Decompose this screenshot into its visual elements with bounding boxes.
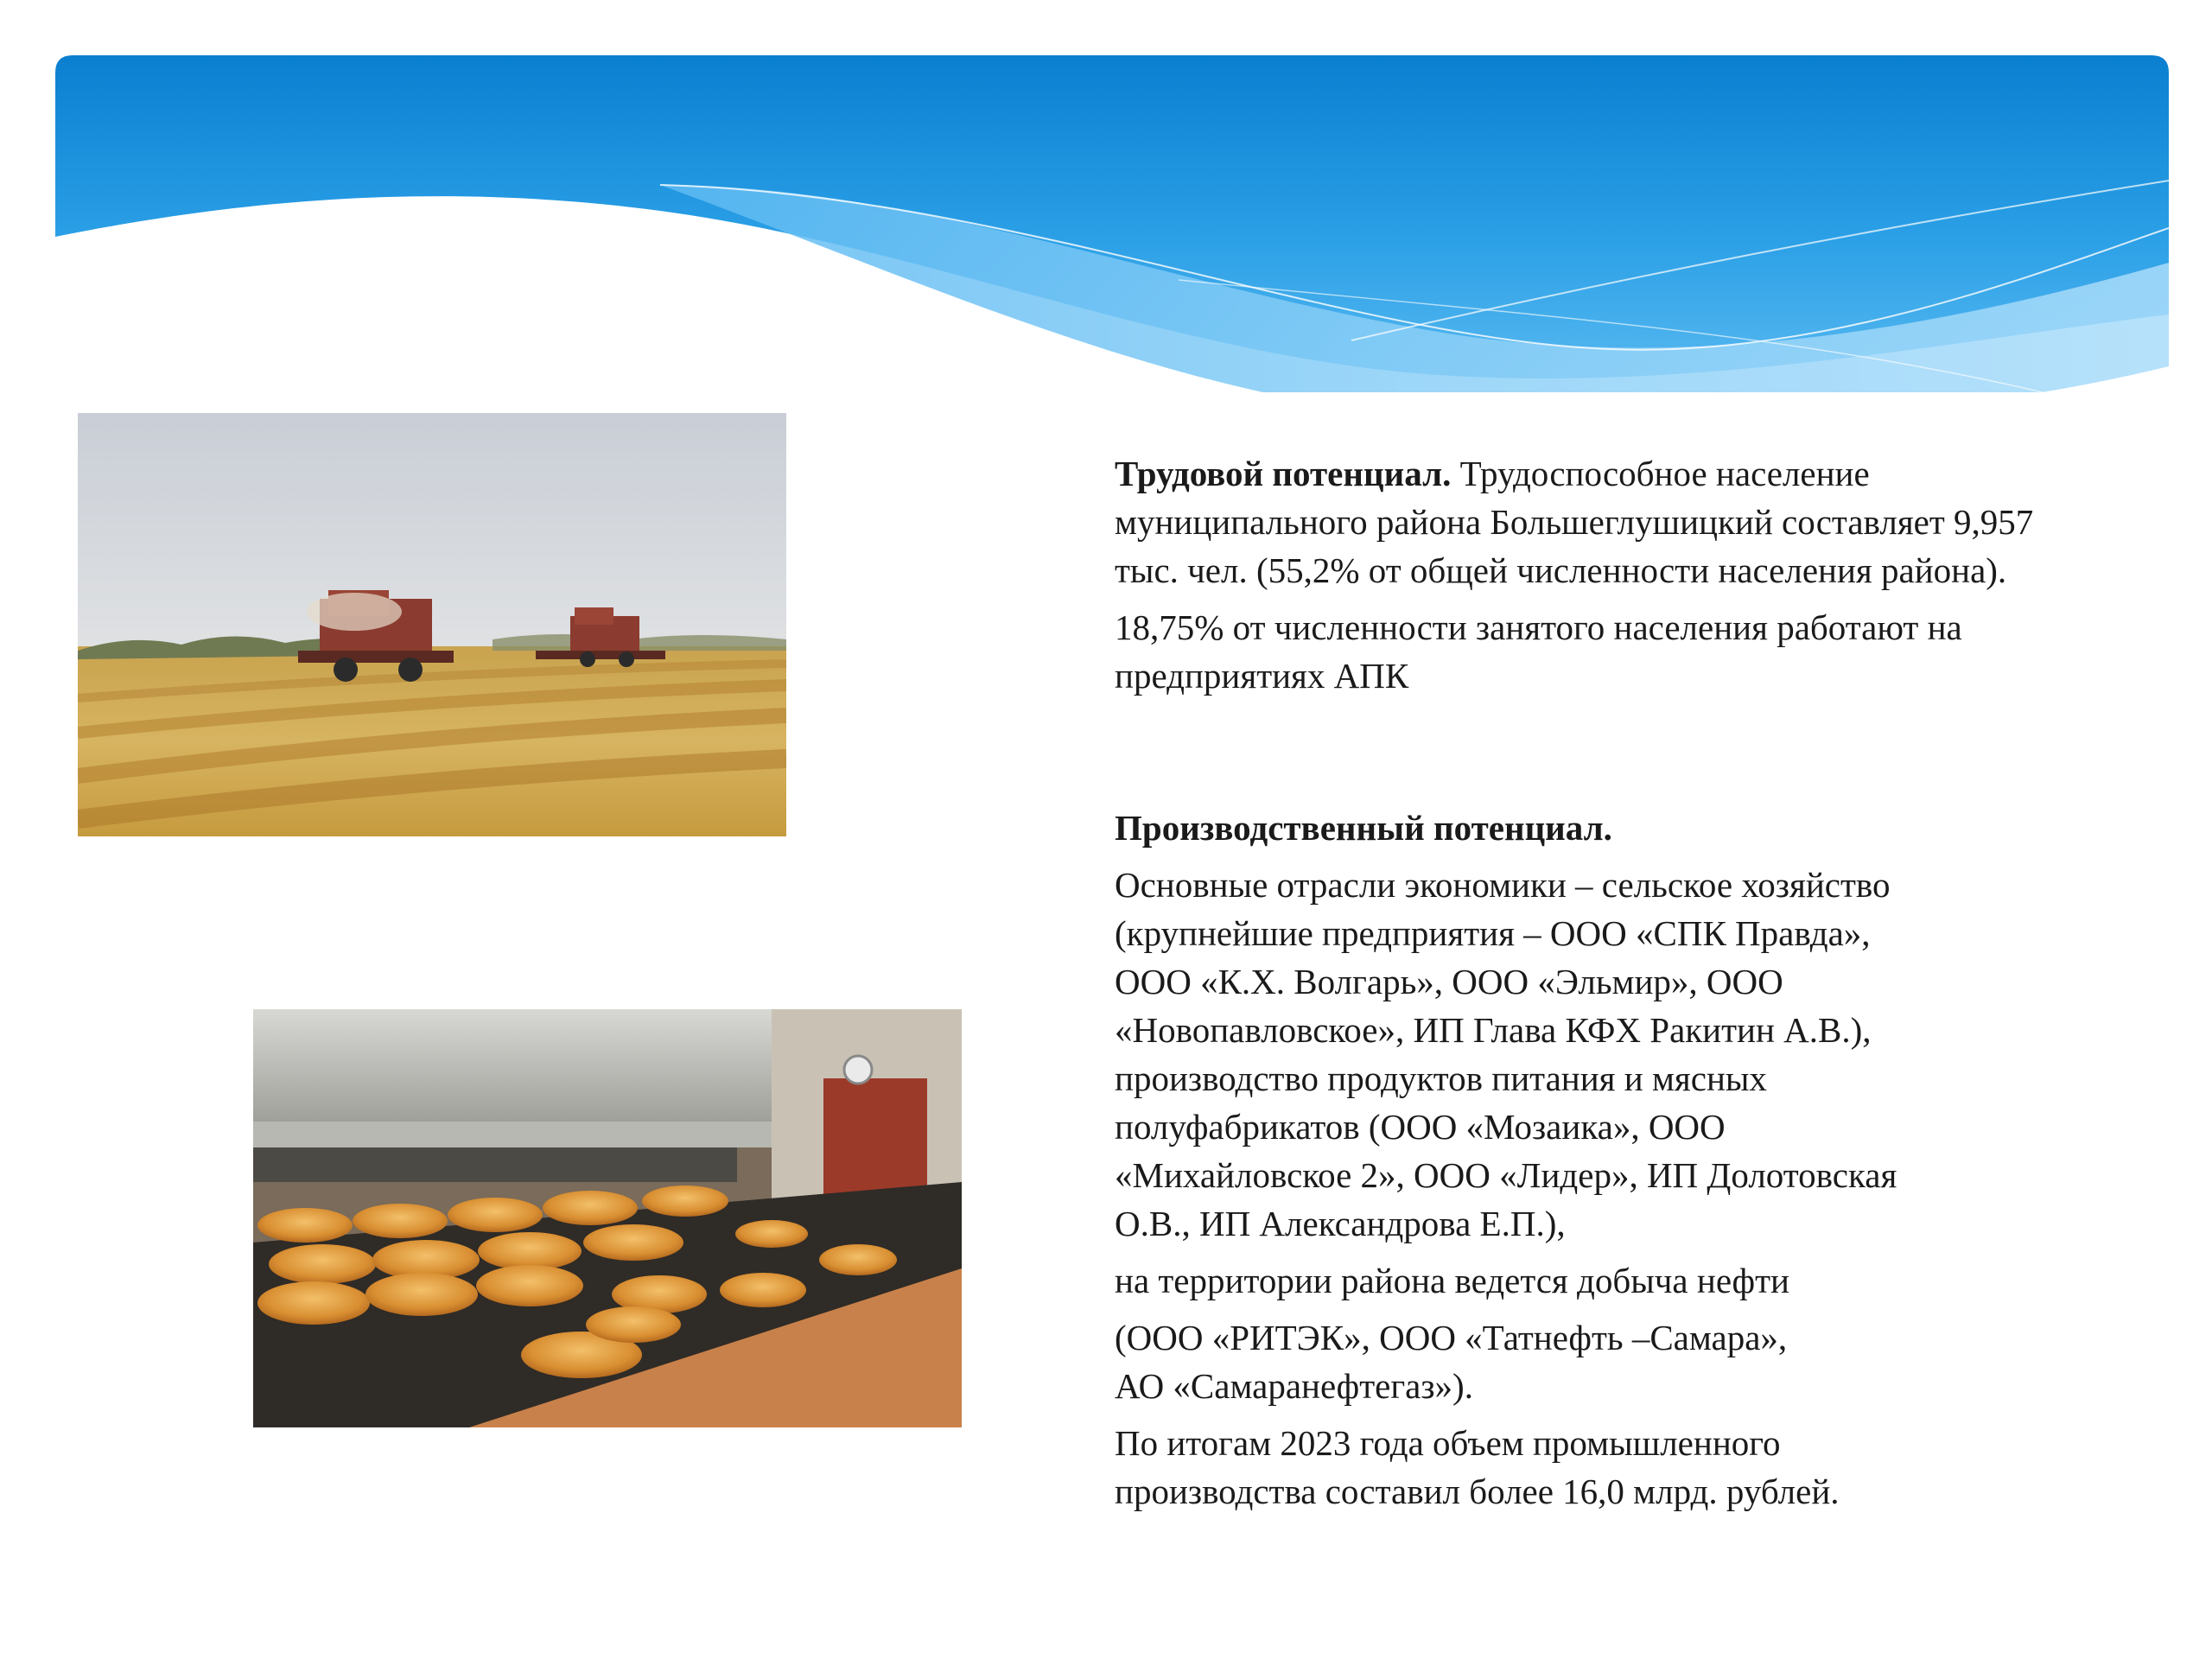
oil-companies-line: (ООО «РИТЭК», ООО «Татнефть –Самара»,	[1115, 1318, 1788, 1357]
harvest-field-photo	[78, 413, 786, 836]
industrial-output-line: По итогам 2023 года объем промышленного	[1115, 1423, 1781, 1463]
labor-heading: Трудовой потенциал.	[1115, 454, 1452, 493]
labor-text: Трудоспособное население муниципального района Большеглушицкий составляет 9,957 тыс. чел. (55,2% от общей численности населения района).	[1115, 454, 2034, 590]
production-line: (крупнейшие предприятия – ООО «СПК Правда»,	[1115, 913, 1871, 953]
production-line: Основные отрасли экономики – сельское хозяйство	[1115, 865, 1891, 905]
production-line: производство продуктов питания и мясных	[1115, 1058, 1767, 1098]
oil-companies-paragraph	[1115, 1313, 2100, 1410]
text-column	[1115, 449, 2100, 1516]
labor-apk-text: 18,75% от численности занятого населения работают на предприятиях АПК	[1115, 607, 1962, 696]
production-line: О.В., ИП Александрова Е.П.),	[1115, 1204, 1566, 1243]
header-wave-banner	[55, 55, 2169, 392]
oil-extraction-text: на территории района ведется добыча нефти	[1115, 1261, 1789, 1300]
bakery-production-photo	[253, 1009, 962, 1427]
production-line: «Новопавловское», ИП Глава КФХ Ракитин А.В.),	[1115, 1010, 1872, 1050]
oil-companies-line: АО «Самаранефтегаз»).	[1115, 1366, 1473, 1406]
industrial-output-paragraph	[1115, 1419, 2100, 1516]
production-heading: Производственный потенциал.	[1115, 808, 1612, 848]
labor-paragraph	[1115, 449, 2100, 594]
production-line: «Михайловское 2», ООО «Лидер», ИП Долотовская	[1115, 1155, 1897, 1195]
production-paragraph	[1115, 861, 2100, 1248]
production-line: полуфабрикатов (ООО «Мозаика», ООО	[1115, 1107, 1726, 1147]
production-line: ООО «К.Х. Волгарь», ООО «Эльмир», ООО	[1115, 962, 1783, 1001]
industrial-output-line: производства составил более 16,0 млрд. рублей.	[1115, 1471, 1840, 1511]
